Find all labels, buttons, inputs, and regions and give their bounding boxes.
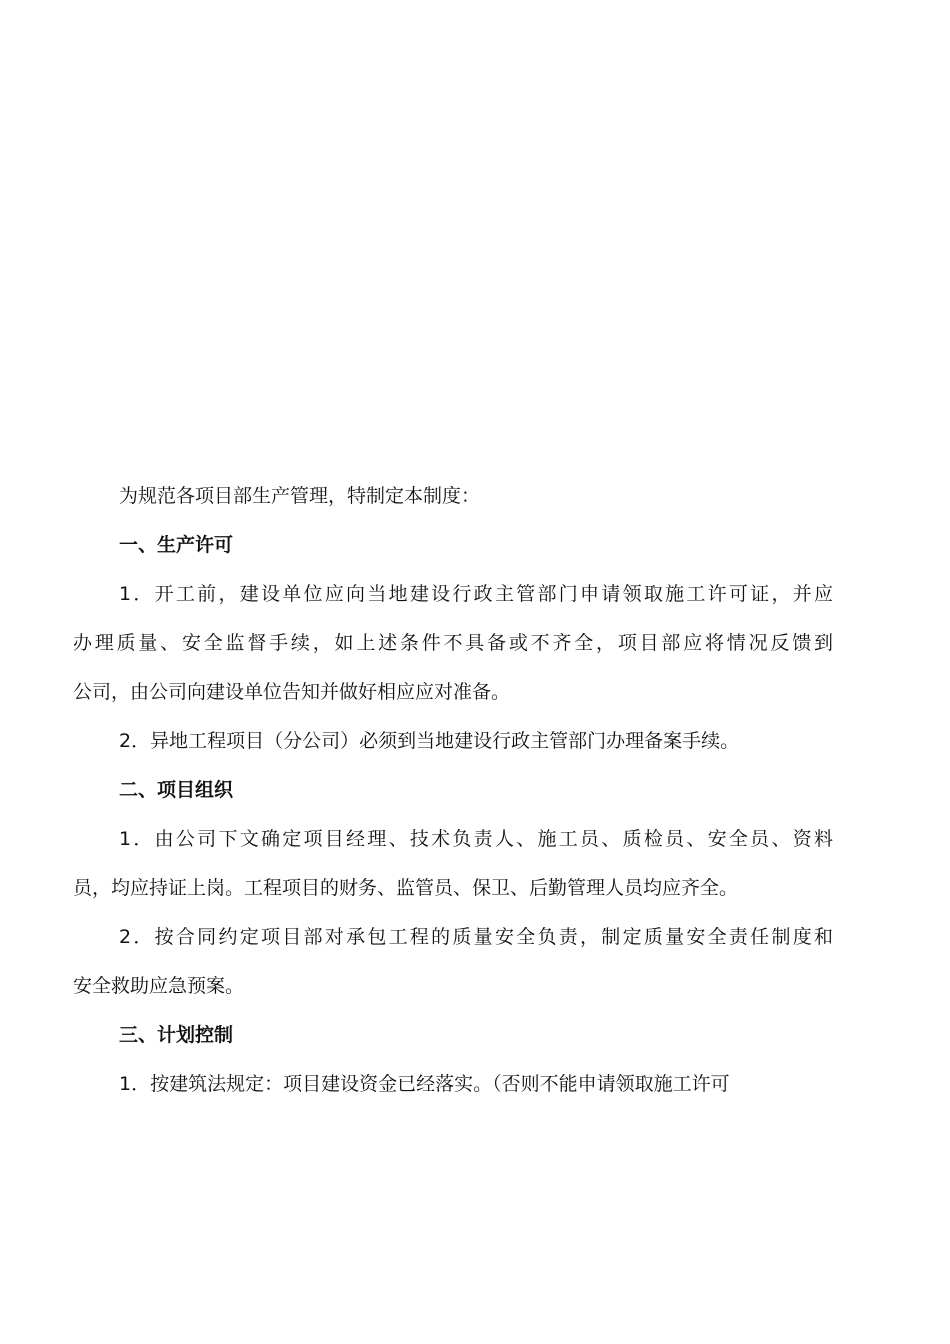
document-body bbox=[73, 472, 833, 1109]
paragraph-line: 2．按合同约定项目部对承包工程的质量安全负责，制定质量安全责任制度和 bbox=[119, 926, 833, 948]
section-heading-production-permit: 一、生产许可 bbox=[119, 534, 234, 556]
paragraph-line: 公司，由公司向建设单位告知并做好相应应对准备。 bbox=[73, 681, 511, 703]
paragraph-line: 办理质量、安全监督手续，如上述条件不具备或不齐全，项目部应将情况反馈到 bbox=[73, 632, 833, 654]
paragraph-line: 1．开工前，建设单位应向当地建设行政主管部门申请领取施工许可证，并应 bbox=[119, 583, 833, 605]
paragraph-line: 员，均应持证上岗。工程项目的财务、监管员、保卫、后勤管理人员均应齐全。 bbox=[73, 877, 739, 899]
section-heading-project-organization: 二、项目组织 bbox=[119, 779, 234, 801]
paragraph-line: 1．按建筑法规定：项目建设资金已经落实。（否则不能申请领取施工许可 bbox=[119, 1073, 730, 1095]
paragraph-line: 1．由公司下文确定项目经理、技术负责人、施工员、质检员、安全员、资料 bbox=[119, 828, 833, 850]
paragraph-line: 2．异地工程项目（分公司）必须到当地建设行政主管部门办理备案手续。 bbox=[119, 730, 740, 752]
intro-paragraph: 为规范各项目部生产管理，特制定本制度： bbox=[119, 485, 481, 507]
paragraph-line: 安全救助应急预案。 bbox=[73, 975, 245, 997]
section-heading-plan-control: 三、计划控制 bbox=[119, 1024, 234, 1046]
